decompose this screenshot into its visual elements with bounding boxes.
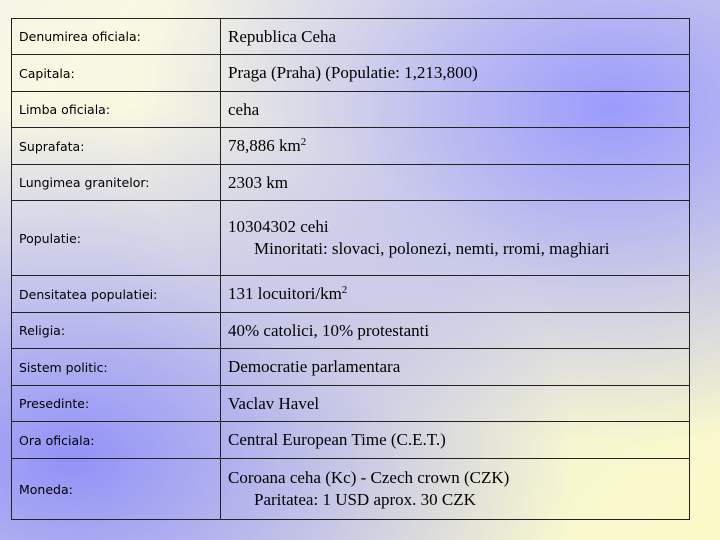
superscript: 2 [300, 136, 307, 148]
row-value [221, 276, 690, 313]
table-row [12, 55, 690, 92]
row-value [221, 165, 690, 201]
table-row [12, 313, 690, 349]
value-text: 10304302 cehi [228, 217, 329, 236]
row-label: Presedinte: [12, 386, 221, 422]
table-row [12, 201, 690, 276]
superscript: 2 [341, 284, 348, 296]
value-text: Coroana ceha (Kc) - Czech crown (CZK) [228, 468, 510, 487]
table-row [12, 19, 690, 55]
row-value [221, 349, 690, 386]
value-text: Central European Time (C.E.T.) [228, 430, 446, 449]
table-row [12, 349, 690, 386]
row-label: Limba oficiala: [12, 92, 221, 128]
value-text: Praga (Praha) (Populatie: 1,213,800) [228, 63, 478, 82]
row-label: Ora oficiala: [12, 422, 221, 459]
value-text-secondary: Paritatea: 1 USD aprox. 30 CZK [254, 490, 476, 509]
row-value [221, 55, 690, 92]
country-info-table [11, 18, 690, 520]
row-value [221, 92, 690, 128]
table-row [12, 386, 690, 422]
row-label: Moneda: [12, 459, 221, 520]
table-row [12, 128, 690, 165]
row-value [221, 422, 690, 459]
row-value [221, 386, 690, 422]
row-value [221, 201, 690, 276]
row-value [221, 313, 690, 349]
value-text: ceha [228, 99, 260, 119]
row-value [221, 19, 690, 55]
row-label: Suprafata: [12, 128, 221, 165]
row-label: Religia: [12, 313, 221, 349]
value-text-secondary: Minoritati: slovaci, polonezi, nemti, rromi, maghiari [254, 239, 610, 258]
row-label: Sistem politic: [12, 349, 221, 386]
table-row [12, 165, 690, 201]
table-row [12, 92, 690, 128]
row-value [221, 459, 690, 520]
value-text: 40% catolici, 10% protestanti [228, 320, 430, 340]
value-text: 78,886 km [228, 136, 301, 155]
value-text: Vaclav Havel [228, 393, 320, 413]
row-label: Capitala: [12, 55, 221, 92]
row-label: Lungimea granitelor: [12, 165, 221, 201]
table-row [12, 276, 690, 313]
table-row [12, 422, 690, 459]
row-label: Denumirea oficiala: [12, 19, 221, 55]
row-label: Densitatea populatiei: [12, 276, 221, 313]
table-row [12, 459, 690, 520]
row-value [221, 128, 690, 165]
value-text: Democratie parlamentara [228, 357, 401, 376]
value-text: 2303 km [228, 172, 288, 192]
row-label: Populatie: [12, 201, 221, 276]
value-text: Republica Ceha [228, 26, 337, 46]
value-text: 131 locuitori/km [228, 284, 342, 303]
